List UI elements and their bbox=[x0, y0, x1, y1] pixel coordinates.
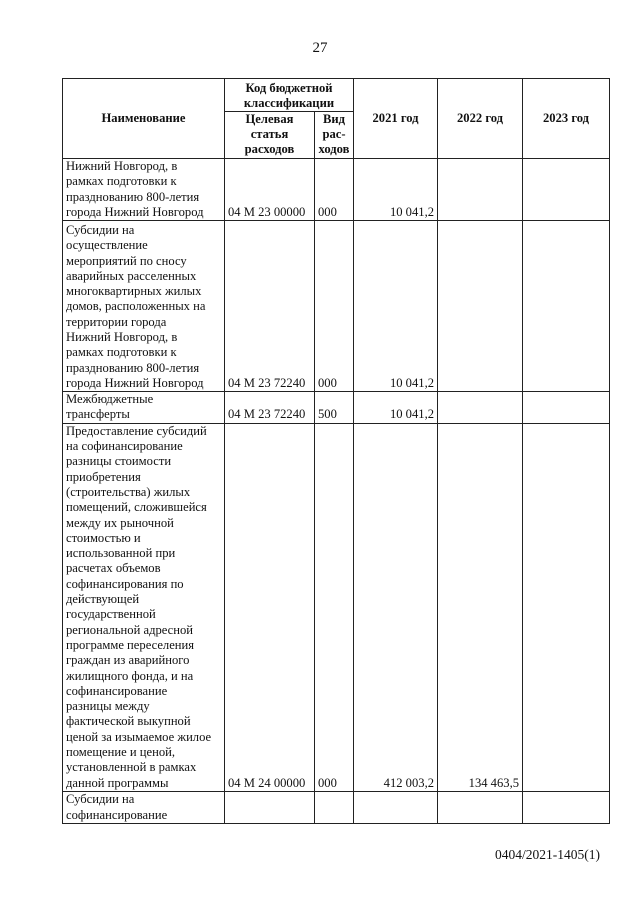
header-year-2023: 2023 год bbox=[523, 79, 610, 159]
row-value-2022 bbox=[438, 791, 523, 823]
row-name: Субсидии на осуществление мероприятий по сносу аварийных расселенных многоквартирных жилых домов, расположенных на территории города Нижний Новгород, в рамках подготовки к празднованию 800-летия города Нижний Новгород bbox=[63, 221, 225, 392]
table-row bbox=[63, 791, 610, 823]
row-value-2023 bbox=[523, 791, 610, 823]
header-year-2021: 2021 год bbox=[354, 79, 438, 159]
header-expense-type: Вид рас-ходов bbox=[315, 112, 354, 159]
header-target-article: Целевая статья расходов bbox=[225, 112, 315, 159]
header-code-group: Код бюджетной классификации bbox=[225, 79, 354, 112]
header-name: Наименование bbox=[63, 79, 225, 159]
row-value-2021: 10 041,2 bbox=[354, 159, 438, 221]
row-expense-type: 000 bbox=[315, 423, 354, 791]
row-expense-type: 000 bbox=[315, 221, 354, 392]
row-target-article: 04 М 24 00000 bbox=[225, 423, 315, 791]
table-row bbox=[63, 392, 610, 424]
row-expense-type: 000 bbox=[315, 159, 354, 221]
table-row bbox=[63, 221, 610, 392]
row-value-2022 bbox=[438, 159, 523, 221]
row-target-article bbox=[225, 791, 315, 823]
row-value-2023 bbox=[523, 392, 610, 424]
row-name: Субсидии на софинансирование bbox=[63, 791, 225, 823]
row-name: Предоставление субсидий на софинансирование разницы стоимости приобретения (строительства) жилых помещений, сложившейся между их рыночной стоимостью и использованной при расчетах объемов софинансирования по действующей государственной региональной адресной программе переселения граждан из аварийного жилищного фонда, и на софинансирование разницы между фактической выкупной ценой за изымаемое жилое помещение и ценой, установленной в рамках данной программы bbox=[63, 423, 225, 791]
row-value-2023 bbox=[523, 423, 610, 791]
table-row bbox=[63, 159, 610, 221]
row-value-2022: 134 463,5 bbox=[438, 423, 523, 791]
row-value-2022 bbox=[438, 392, 523, 424]
row-target-article: 04 М 23 72240 bbox=[225, 392, 315, 424]
page-number: 27 bbox=[312, 40, 328, 56]
row-value-2021: 10 041,2 bbox=[354, 221, 438, 392]
table-row bbox=[63, 423, 610, 791]
row-expense-type bbox=[315, 791, 354, 823]
row-target-article: 04 М 23 00000 bbox=[225, 159, 315, 221]
row-target-article: 04 М 23 72240 bbox=[225, 221, 315, 392]
row-value-2022 bbox=[438, 221, 523, 392]
row-value-2023 bbox=[523, 159, 610, 221]
row-value-2021 bbox=[354, 791, 438, 823]
row-value-2021: 412 003,2 bbox=[354, 423, 438, 791]
document-code: 0404/2021-1405(1) bbox=[495, 847, 600, 862]
row-value-2023 bbox=[523, 221, 610, 392]
budget-table bbox=[62, 78, 610, 824]
row-value-2021: 10 041,2 bbox=[354, 392, 438, 424]
row-name: Нижний Новгород, в рамках подготовки к празднованию 800-летия города Нижний Новгород bbox=[63, 159, 225, 221]
row-expense-type: 500 bbox=[315, 392, 354, 424]
row-name: Межбюджетные трансферты bbox=[63, 392, 225, 424]
header-year-2022: 2022 год bbox=[438, 79, 523, 159]
